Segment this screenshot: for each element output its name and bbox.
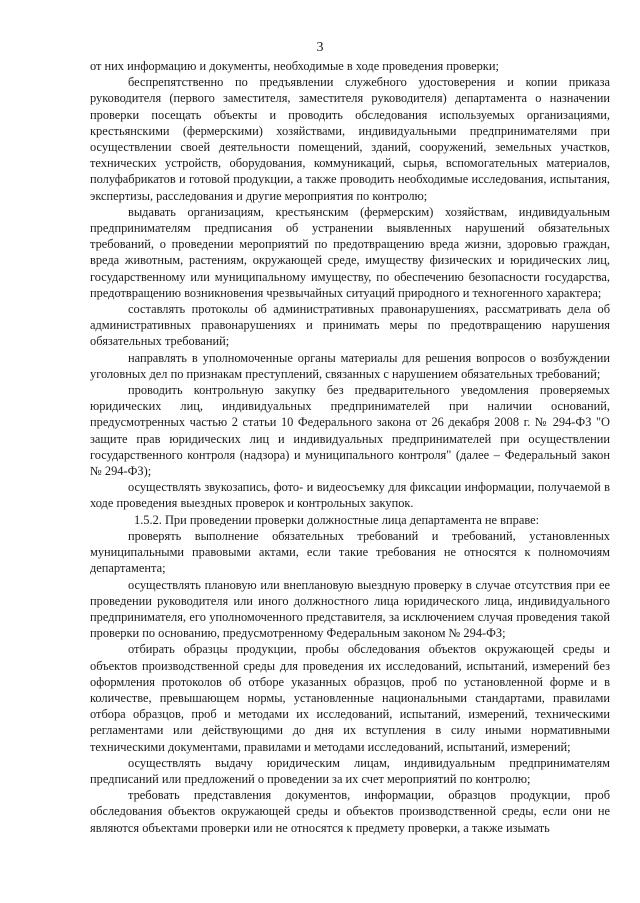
paragraph: беспрепятственно по предъявлении служебного удостоверения и копии приказа руководителя (первого заместителя, заместителя руководителя) департамента о назначении проверки посещать объекты и проводить обследования используемых организациями, крестьянскими (фермерскими) хозяйствами, индивидуальными предпринимателями при осуществлении своей деятельности помещений, зданий, сооружений, земельных участков, технических устройств, оборудования, коммуникаций, сырья, вспомогательных материалов, полуфабрикатов и готовой продукции, а также проводить необходимые исследования, испытания, экспертизы, расследования и другие мероприятия по контролю;: [90, 75, 610, 203]
paragraph: требовать представления документов, информации, образцов продукции, проб обследования объектов окружающей среды и объектов производственной среды, если они не являются объектами проверки или не относятся к предмету проверки, а также изымать: [90, 788, 610, 835]
paragraph: от них информацию и документы, необходимые в ходе проведения проверки;: [90, 59, 499, 73]
paragraph: выдавать организациям, крестьянским (фермерским) хозяйствам, индивидуальным предпринимателям предписания об устранении выявленных нарушений обязательных требований, о проведении мероприятий по предотвращению вреда жизни, здоровью граждан, вреда животным, растениям, окружающей среде, имуществу физических и юридических лиц, государственному или муниципальному имуществу, по обеспечению безопасности государства, предотвращению возникновения чрезвычайных ситуаций природного и техногенного характера;: [90, 204, 610, 300]
paragraph: направлять в уполномоченные органы материалы для решения вопросов о возбуждении уголовных дел по признакам преступлений, связанных с нарушением обязательных требований;: [90, 350, 610, 381]
document-body: [90, 58, 610, 836]
paragraph: проверять выполнение обязательных требований и требований, установленных муниципальными правовыми актами, если такие требования не относятся к полномочиям департамента;: [90, 528, 610, 576]
section-heading: 1.5.2. При проведении проверки должностные лица департамента не вправе:: [134, 512, 540, 527]
paragraph: осуществлять выдачу юридическим лицам, индивидуальным предпринимателям предписаний или предложений о проведении за их счет мероприятий по контролю;: [90, 755, 610, 786]
paragraph: проводить контрольную закупку без предварительного уведомления проверяемых юридических лиц, индивидуальных предпринимателей при наличии оснований, предусмотренных частью 2 статьи 10 Федерального закона от 26 декабря 2008 г. № 294-ФЗ "О защите прав юридических лиц и индивидуальных предпринимателей при осуществлении государственного контроля (надзора) и муниципального контроля" (далее – Федеральный закон № 294-ФЗ);: [90, 383, 610, 479]
page-number: 3: [316, 40, 324, 55]
paragraph: отбирать образцы продукции, пробы обследования объектов окружающей среды и объектов производственной среды для проведения их исследований, испытаний, измерений без оформления протоколов об отборе указанных образцов, проб по установленной форме и в количестве, превышающем нормы, установленные национальными стандартами, правилами отбора образцов, проб и методами их исследований, испытаний, измерений, техническими регламентами или действующими до дня их вступления в силу иными нормативными техническими документами, правилами и методами исследований, испытаний, измерений;: [90, 642, 610, 754]
paragraph: осуществлять звукозапись, фото- и видеосъемку для фиксации информации, получаемой в ходе проведения выездных проверок и контрольных закупок.: [90, 480, 610, 511]
paragraph: осуществлять плановую или внеплановую выездную проверку в случае отсутствия при ее проведении руководителя или иного должностного лица юридического лица, индивидуального предпринимателя, его уполномоченного представителя, за исключением случая проведения такой проверки по основанию, предусмотренному Федеральным законом № 294-ФЗ;: [90, 577, 610, 641]
paragraph: составлять протоколы об административных правонарушениях, рассматривать дела об административных правонарушениях и принимать меры по предотвращению нарушения обязательных требований;: [90, 302, 610, 349]
